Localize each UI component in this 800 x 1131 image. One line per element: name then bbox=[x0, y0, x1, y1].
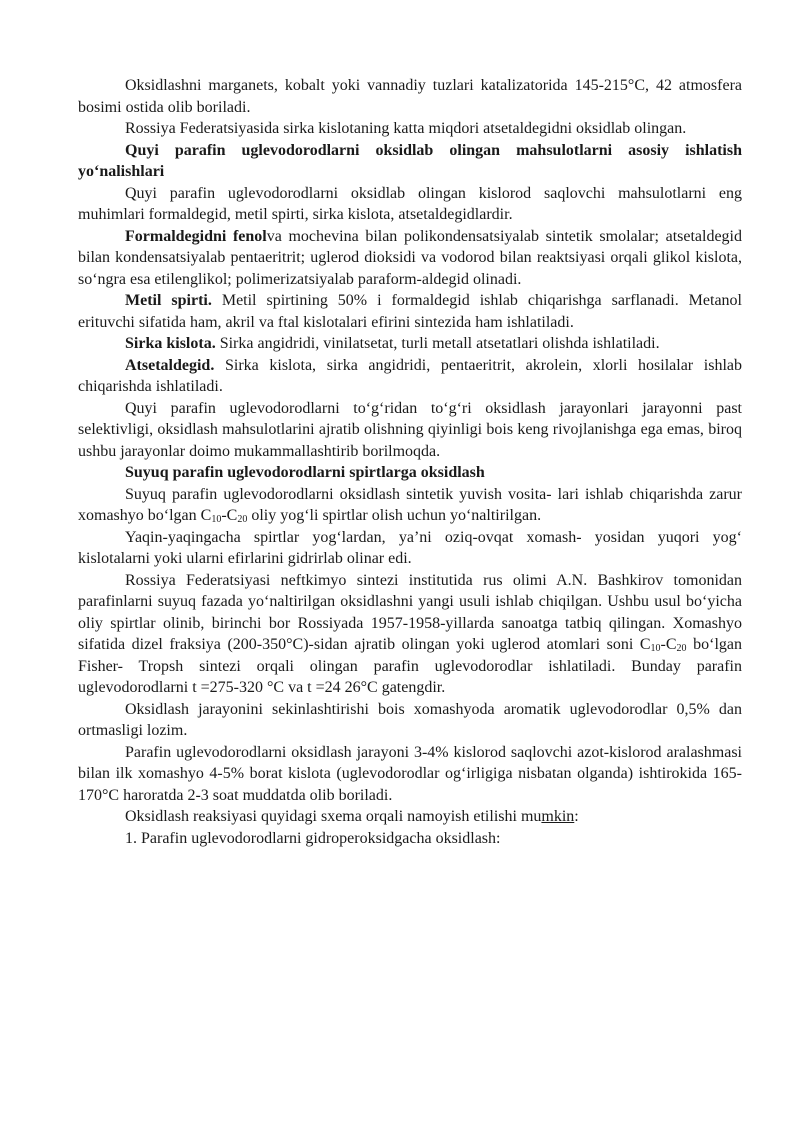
paragraph-oxidation-catalyst: Oksidlashni marganets, kobalt yoki vannadiy tuzlari katalizatorida 145-215°C, 42 atmosfera bosimi ostida olib boriladi. bbox=[78, 77, 742, 116]
text-part: Rossiya Federatsiyasi neftkimyo sintezi institutida rus olimi A.N. Bashkirov tomonidan parafinlarni suyuq fazada yoʻnaltirilgan oksidlashni yangi usuli ishlab chiqilgan. Ushbu usul boʻyicha oliy spirtlar olinib, birinchi bor Rossiyada 1957-1958-yillarda sanoatga tatbiq qilingan. Xomashyo sifatida dizel fraksiya (200-350°C)-sidan ajratib olingan yoki uglerod atomlari soni C bbox=[78, 571, 742, 653]
text-part: boʻlgan Fisher- Tropsh sintezi orqali olingan parafin uglevodorodlar ishlatiladi. Bunday parafin uglevodorodlarni t =275-320 °C va t =24 26°C gatengdir. bbox=[78, 636, 743, 696]
paragraph-process-conditions: Parafin uglevodorodlarni oksidlash jarayoni 3-4% kislorod saqlovchi azot-kislorod aralashmasi bilan ilk xomashyo 4-5% borat kislota (uglevodorodlar ogʻirligiga nisbatan olganda) ishtirokida 165-170°C haroratda 2-3 soat muddatda olib boriladi. bbox=[78, 743, 742, 804]
text-part: : bbox=[574, 808, 579, 825]
text-part: Oksidlash reaksiyasi quyidagi sxema orqali namoyish etilishi mu bbox=[125, 808, 542, 825]
acetaldehyde-text: Sirka kislota, sirka angidridi, pentaeritrit, akrolein, xlorli hosilalar ishlab chiqarishda ishlatiladi. bbox=[78, 356, 742, 395]
document-page bbox=[78, 75, 742, 849]
subscript: 10 bbox=[650, 643, 661, 654]
methanol-term: Metil spirti. bbox=[125, 292, 212, 309]
formaldehyde-term: Formaldegidni fenol bbox=[125, 227, 267, 245]
subscript: 20 bbox=[237, 514, 248, 525]
paragraph-main-products: Quyi parafin uglevodorodlarni oksidlab olingan kislorod saqlovchi mahsulotlarni eng muhimlari formaldegid, metil spirti, sirka kislota, atsetaldegidlardir. bbox=[78, 184, 742, 223]
subscript: 20 bbox=[676, 643, 687, 654]
text-part: Suyuq parafin uglevodorodlarni oksidlash sintetik yuvish vosita- lari ishlab chiqarishda zarur xomashyo boʻlgan C bbox=[78, 485, 742, 524]
formaldehyde-text: va mochevina bilan polikondensatsiyalab sintetik smolalar; atsetaldegid bilan kondensatsiyalab pentaeritrit; uglerod dioksidi va vodorod bilan reaktsiyasi orqali glikol kislota, soʻngra esa etilenglikol; polimerizatsiyalab paraform-aldegid olinadi. bbox=[78, 227, 743, 288]
paragraph-methanol bbox=[78, 290, 742, 333]
methanol-text: Metil spirtining 50% i formaldegid ishlab chiqarishga sarflanadi. Metanol erituvchi sifatida ham, akril va ftal kislotalari efirini sintezida ham ishlatiladi. bbox=[78, 292, 742, 331]
paragraph-acetaldehyde bbox=[78, 355, 742, 398]
subscript: 10 bbox=[211, 514, 222, 525]
heading-liquid-paraffin: Suyuq parafin uglevodorodlarni spirtlarga oksidlash bbox=[125, 464, 485, 481]
underlined-text: mkin bbox=[541, 808, 575, 825]
acetic-acid-term: Sirka kislota. bbox=[125, 335, 216, 352]
paragraph-fatty-alcohols-history: Yaqin-yaqingacha spirtlar yogʻlardan, yaʼni oziq-ovqat xomash- yosidan yuqori yogʻ kislotalarni yoki ularni efirlarini gidrirlab olinar edi. bbox=[78, 528, 742, 567]
paragraph-liquid-paraffin-oxidation bbox=[78, 484, 742, 527]
paragraph-bashkirov-method bbox=[78, 570, 742, 699]
text-part: oliy yogʻli spirtlar olish uchun yoʻnaltirilgan. bbox=[247, 507, 542, 524]
text-part: -C bbox=[221, 507, 238, 524]
text-part: -C bbox=[660, 636, 677, 653]
paragraph-acetic-acid bbox=[78, 333, 742, 355]
acetic-acid-text: Sirka angidridi, vinilatsetat, turli metall atsetatlari olishda ishlatiladi. bbox=[215, 335, 660, 352]
heading-main-uses: Quyi parafin uglevodorodlarni oksidlab olingan mahsulotlarni asosiy ishlatish yoʻnalishlari bbox=[78, 141, 742, 180]
paragraph-direct-oxidation: Quyi parafin uglevodorodlarni toʻgʻridan toʻgʻri oksidlash jarayonlari jarayonni past selektivligi, oksidlash mahsulotlarini ajratib olishning qiyinligi bois keng rivojlanishga ega emas, biroq ushbu jarayonlar doimo mukammallashtirib borilmoqda. bbox=[78, 399, 742, 460]
paragraph-russia-acetic-acid: Rossiya Federatsiyasida sirka kislotaning katta miqdori atsetaldegidni oksidlab olingan. bbox=[125, 120, 687, 137]
acetaldehyde-term: Atsetaldegid. bbox=[125, 356, 215, 374]
paragraph-formaldehyde bbox=[78, 226, 742, 291]
paragraph-step-one: 1. Parafin uglevodorodlarni gidroperoksidgacha oksidlash: bbox=[125, 829, 501, 847]
paragraph-aromatic-limit: Oksidlash jarayonini sekinlashtirishi bois xomashyoda aromatik uglevodorodlar 0,5% dan ortmasligi lozim. bbox=[78, 700, 742, 739]
paragraph-reaction-scheme bbox=[78, 806, 742, 828]
